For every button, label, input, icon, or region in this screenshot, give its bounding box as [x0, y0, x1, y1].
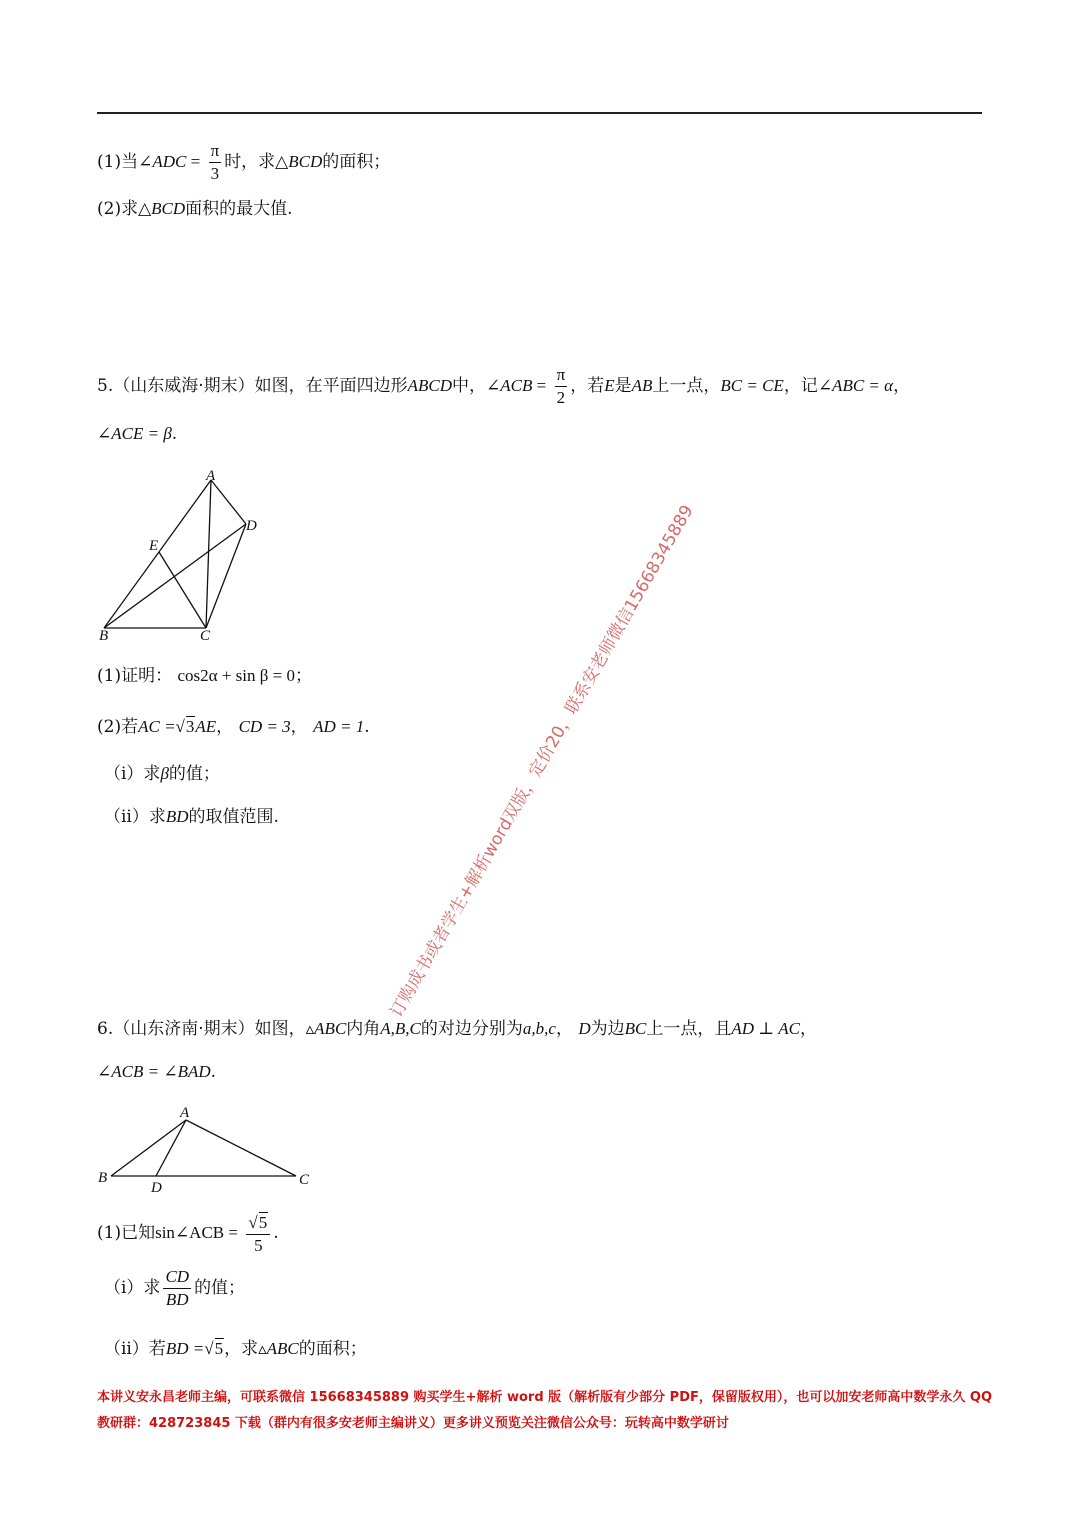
fraction-pi-over-3: $\frac{\pi}{3}$	[210, 141, 220, 183]
label-D: D	[246, 518, 257, 534]
p6-figure-triangle	[96, 1100, 326, 1200]
header-rule	[97, 112, 982, 114]
label-C: C	[200, 628, 211, 644]
p5-sub1: （i）求β的值；	[104, 764, 220, 784]
p5-sub2: （ii）求BD的取值范围.	[104, 807, 279, 827]
p6-sub2: （ii）若BD =√5，求▵ABC的面积；	[104, 1339, 367, 1359]
p5-statement-line1: 5.（山东威海·期末）如图，在平面四边形ABCD中，∠ACB = $\frac{\pi}{2}$ ，若E是AB上一点，BC = CE，记∠ABC = α，	[97, 365, 911, 407]
p5-statement-line2: ∠ACE = β.	[97, 424, 178, 444]
p5-figure-quadrilateral	[96, 466, 276, 651]
footer-line2: 教研群：428723845 下载（群内有很多安老师主编讲义）更多讲义预览关注微信公众号：玩转高中数学研讨	[97, 1416, 729, 1431]
fraction-sqrt5-over-5: $\frac{√5}{5}$	[246, 1212, 270, 1255]
p6-sub1: （i）求 $\frac{CD}{BD}$ 的值；	[104, 1267, 246, 1309]
p6-part1: (1)已知sin∠ACB = $\frac{√5}{5}$ .	[97, 1213, 279, 1255]
label-A: A	[206, 468, 216, 484]
p5-part1: (1)证明： cos2α + sin β = 0；	[97, 666, 312, 686]
watermark-text: 订购成书或者学生+解析word双版，定价20，联系安老师微信15668345889	[386, 501, 698, 1021]
label-B: B	[99, 628, 109, 644]
p5-part2: (2)若AC =√3AE， CD = 3， AD = 1.	[97, 717, 370, 737]
label-C: C	[299, 1172, 310, 1188]
p4-part2: (2)求△BCD面积的最大值.	[97, 199, 293, 219]
p4-part1: (1)当∠ADC = $\frac{\pi}{3}$ 时，求△BCD的面积；	[97, 141, 391, 183]
label-D: D	[151, 1180, 162, 1196]
footer-line1: 本讲义安永昌老师主编，可联系微信 15668345889 购买学生+解析 word 版（解析版有少部分 PDF，保留版权用），也可以加安老师高中数学永久 QQ	[97, 1390, 993, 1405]
label-E: E	[149, 538, 159, 554]
fraction-cd-over-bd: $\frac{CD}{BD}$	[165, 1267, 190, 1309]
label-A: A	[180, 1105, 190, 1121]
p6-statement-line2: ∠ACB = ∠BAD.	[97, 1062, 217, 1082]
label-B: B	[98, 1170, 108, 1186]
p6-statement-line1: 6.（山东济南·期末）如图，▵ABC内角A,B,C的对边分别为a,b,c， D为边BC上一点，且AD ⊥ AC，	[97, 1019, 817, 1039]
fraction-pi-over-2: $\frac{\pi}{2}$	[556, 365, 566, 407]
